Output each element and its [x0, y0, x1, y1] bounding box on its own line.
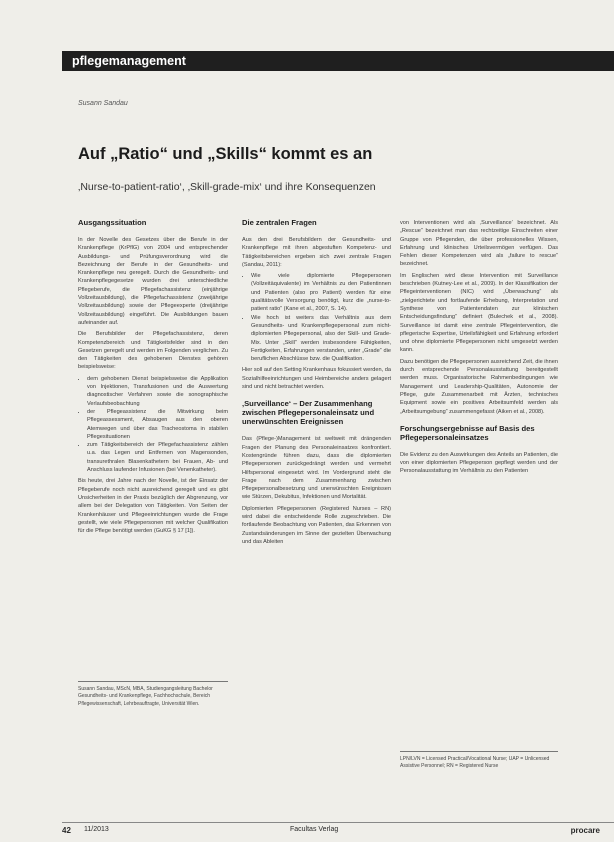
- paragraph: Hier soll auf den Setting Krankenhaus fokussiert werden, da Sozialhilfeeinrichtungen und Heimbereiche anders gelagert sind und nicht betrachtet werden.: [242, 367, 391, 391]
- author-footnote: Susann Sandau, MScN, MBA, Studiengangsleitung Bachelor Gesundheits- und Krankenpflege, Fachhochschule, Bereich Pflegewissenschaft, Lehrbeauftragte, Universität Wien.: [78, 681, 228, 708]
- column-2: [242, 218, 391, 549]
- page-number: 42: [62, 826, 71, 835]
- paragraph: Dazu benötigen die Pflegepersonen ausreichend Zeit, die ihnen durch entsprechende Personalausstattung bereitgestellt werden muss. Organisatorische Rahmenbedingungen wie Management und Leadership-Qualitäten, Autonomie der Pflege, gute Zusammenarbeit mit Ärzten, technisches Equipment sowie ein positives Arbeitsumfeld werden als „Arbeitsumgebung“ zusammengefasst (Aiken et al., 2008).: [400, 358, 558, 415]
- section-header: pflegemanagement: [62, 51, 614, 71]
- list-item: • der Pflegeassistenz die Mitwirkung beim Pflegeassessment, Absaugen aus den oberen Atemwegen und über das Tracheostoma in stabilen Pflegesituationen: [87, 408, 228, 441]
- section-heading: Forschungsergebnisse auf Basis des Pflegepersonaleinsatzes: [400, 423, 535, 442]
- paragraph: Im Englischen wird diese Intervention mit Surveillance beschrieben (Kutney-Lee et al., 2009). In der Klassifikation der Pflegeinterventionen (NIC) wird „Überwachung“ als „zielgerichtete und fortlaufende Erhebung, Interpretation und Synthese von Patientendaten zur klinischen Entscheidungsfindung“ definiert (Bulechek et al., 2008). Surveillance ist damit eine zentrale Pflegeintervention, die pflegerische Expertise, Urteilsfähigkeit und Erfahrung erfordert und ohne diplomierte Pflegepersonen nicht umgesetzt werden kann.: [400, 272, 558, 354]
- footer-divider: [62, 822, 614, 823]
- column-3: [400, 219, 558, 479]
- paragraph: Aus den drei Berufsbildern der Gesundheits- und Krankenpflege mit ihren abgestuften Kompetenz- und Tätigkeitsbereichen ergeben sich zwei zentrale Fragen (Sandau, 2011):: [242, 237, 391, 268]
- paragraph: Das (Pflege-)Management ist weltweit mit drängenden Fragen der Planung des Personaleinsatzes konfrontiert. Kostengründe führen dazu, dass die diplomierten Pflegepersonen zurückgedrängt werden und vermehrt Hilfspersonal eingesetzt wird. Im Vordergrund steht die Frage nach dem Zusammenhang zwischen Pflegepersonalbesetzung und unerwünschten Ereignissen wie Stürzen, Dekubitus, Infektionen und Mortalität.: [242, 436, 391, 501]
- issue-label: 11/2013: [84, 826, 109, 833]
- paragraph: Die Berufsbilder der Pflegefachassistenz, deren Kompetenzbereich und Tätigkeitsfelder sind in den Gesetzen geregelt und werden im Folgenden verglichen. Zu den Tätigkeiten des gehobenen Dienstes gehören beispielsweise:: [78, 331, 228, 371]
- article-subtitle: ‚Nurse-to-patient-ratio‘, ‚Skill-grade-mix‘ und ihre Konsequenzen: [78, 181, 376, 193]
- paragraph: In der Novelle des Gesetzes über die Berufe in der Krankenpflege (KrPflG) von 2004 und entsprechender Ausbildungs- und Prüfungsverordnung wird die Bezeichnung der Berufe in der Gesundheits- und Krankenpflege neu geregelt. Durch die Gesundheits- und Krankenpflegegesetze wurden drei unterschiedliche Pflegeberufe, die Pflegefachassistenz (einjährige Vollzeitausbildung), die Pflegefachassistenz (zweijährige Vollzeitausbildung) sowie der Pflegeexperte (dreijährige Vollzeitausbildung) eingeführt. Die Ausbildungen bauen aufeinander auf.: [78, 237, 228, 326]
- section-heading: Die zentralen Fragen: [242, 218, 317, 227]
- paragraph: Die Evidenz zu den Auswirkungen des Anteils an Patienten, die von einer diplomierten Pflegeperson gepflegt werden und der Personalausstattung im Verhältnis zu den Patienten: [400, 451, 558, 475]
- list-item: • dem gehobenen Dienst beispielsweise die Applikation von Injektionen, Transfusionen und die Auswertung diagnostischer Verfahren sowie die sonographische Verlaufsbeobachtung: [87, 375, 228, 408]
- list-item: • Wie hoch ist weiters das Verhältnis aus dem Gesundheits- und Krankenpflegepersonal zum nicht-diplomierten Pflegepersonal, also der Skill- und Grade-Mix. Unter „Skill“ werden insbesondere Fähigkeiten, Fertigkeiten, Erfahrungen verstanden, unter „Grade“ die beruflichen Abschlüsse bzw. die Qualifikation.: [251, 314, 391, 364]
- list-item: • Wie viele diplomierte Pflegepersonen (Vollzeitäquivalente) im Verhältnis zu den Patientinnen und Patienten (also pro Patient) werden für eine qualitätsvolle Versorgung benötigt, kurz die „nurse-to-patient ratio“ (Kane et al., 2007, S. 14).: [251, 272, 391, 313]
- list-item: • zum Tätigkeitsbereich der Pflegefachassistenz zählen u.a. das Legen und Entfernen von Magensonden, transurethralen Blasenkathetern bei Frauen, Ab- und Anschluss laufender Infusionen (bei Venenkatheter).: [87, 441, 228, 474]
- journal-name: procare: [570, 826, 600, 835]
- section-heading: Ausgangssituation: [78, 218, 147, 227]
- publisher-label: Facultas Verlag: [290, 826, 339, 833]
- abbreviation-footnote: LPN/LVN = Licensed Practical/Vocational Nurse; UAP = Unlicensed Assistive Personnel; RN = Registered Nurse: [400, 751, 558, 771]
- bullet-list: [242, 272, 391, 363]
- section-heading: ‚Surveillance‘ – Der Zusammenhang zwischen Pflegepersonaleinsatz und unerwünschten Ereignissen: [242, 399, 375, 427]
- bullet-list: [78, 375, 228, 475]
- paragraph: von Interventionen wird als ‚Surveillance‘ bezeichnet. Als „Rescue“ bezeichnet man das rechtzeitige Einschreiten einer Gruppe von Pflegenden, die über professionelles Wissen, Erfahrung und klinisches Urteilsvermögen verfügen. Das Fehlen dieser Kompetenzen wird als „failure to rescue“ bezeichnet.: [400, 220, 558, 268]
- column-1: [78, 218, 228, 538]
- author-line: Susann Sandau: [78, 100, 128, 107]
- paragraph: Bis heute, drei Jahre nach der Novelle, ist der Einsatz der Pflegeberufe noch nicht ausreichend geregelt und es gibt Unsicherheiten in der Praxis bezüglich der Abgrenzung, vor allem bei der Delegation von Tätigkeiten. Von Seiten der Krankenhäuser und Pflegeeinrichtungen wurde die Frage gestellt, wie viele Pflegepersonen mit welcher Qualifikation für die Pflege benötigt werden (GuKG § 17 [1]).: [78, 478, 228, 535]
- article-title: Auf „Ratio“ und „Skills“ kommt es an: [78, 145, 373, 163]
- paragraph: Diplomierten Pflegepersonen (Registered Nurses – RN) wird dabei die entscheidende Rolle zugeschrieben. Die fortlaufende Beobachtung von Patienten, das Erkennen von Zustandsänderungen im Sinne der gezielten Überwachung und das Ableiten: [242, 505, 391, 545]
